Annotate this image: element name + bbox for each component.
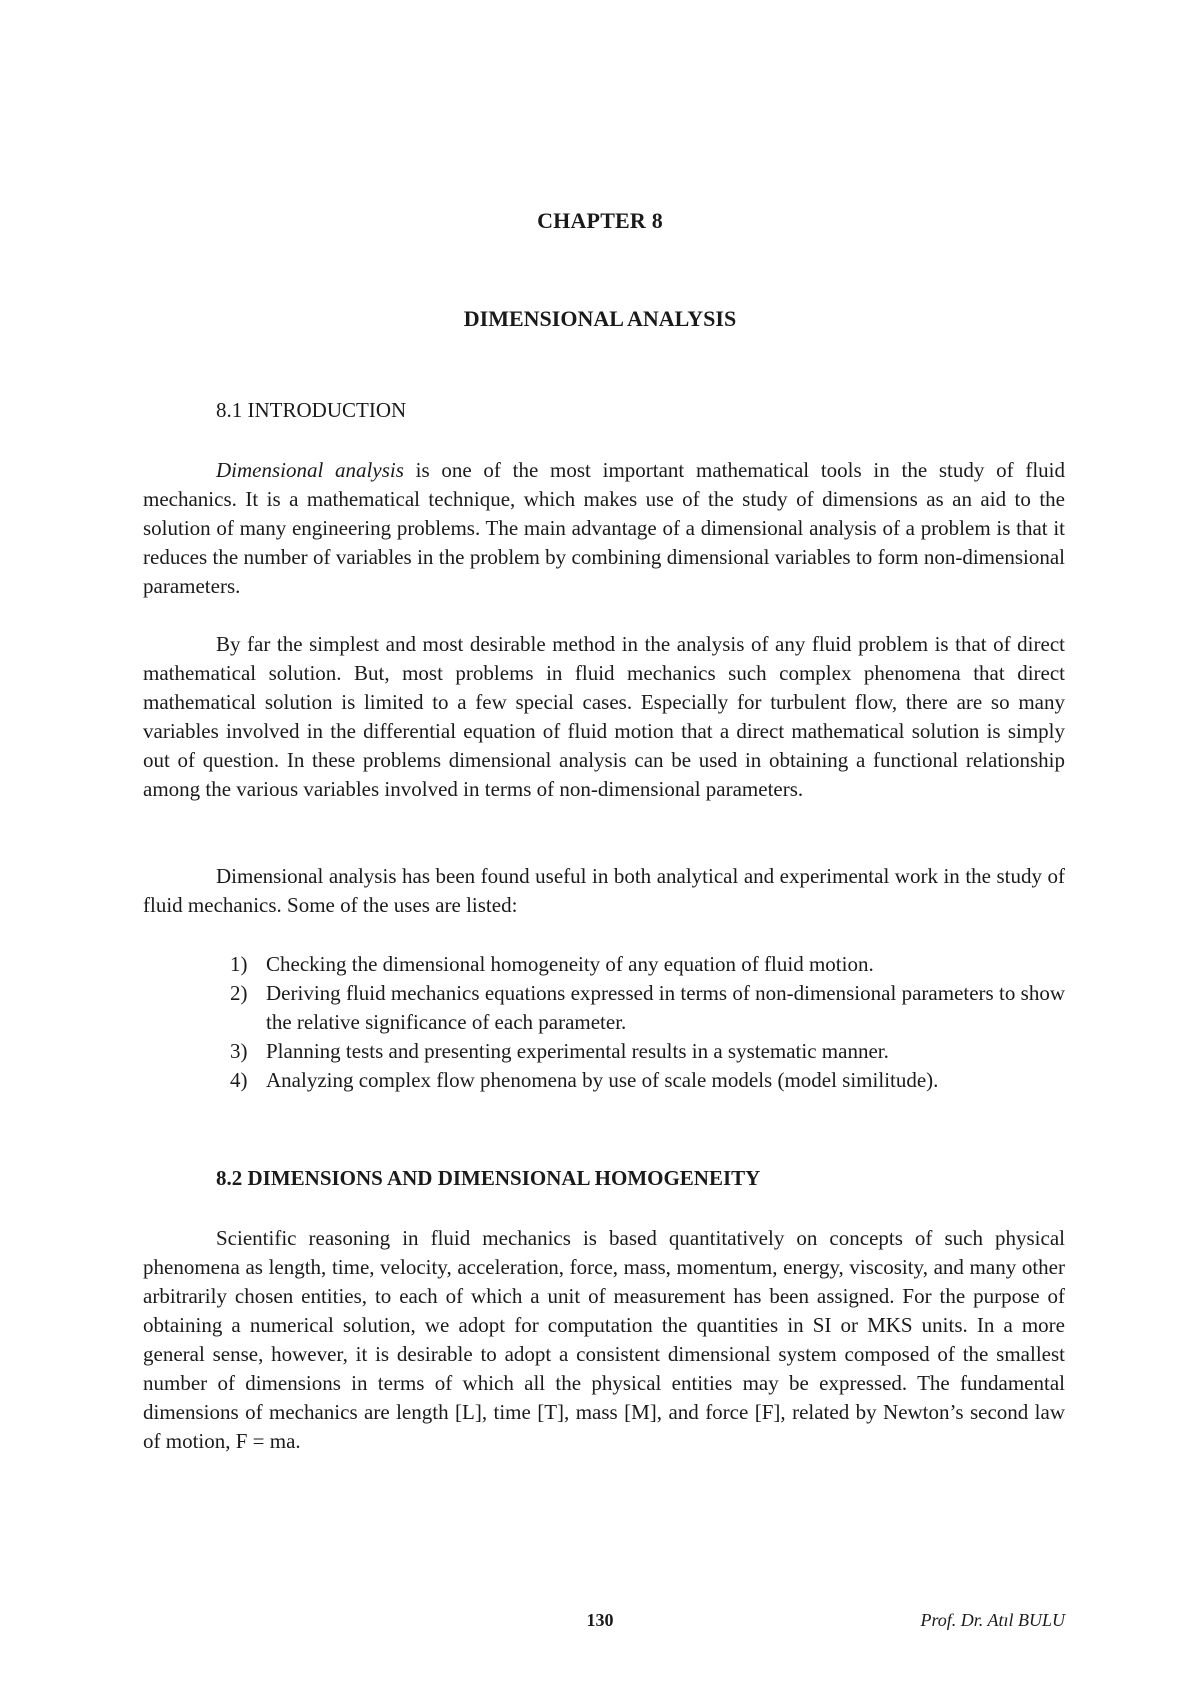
list-item <box>230 1066 1065 1095</box>
section-heading-introduction: 8.1 INTRODUCTION <box>216 398 407 422</box>
list-number: 1) <box>230 952 248 976</box>
paragraph: Scientific reasoning in fluid mechanics is based quantitatively on concepts of such physical phenomena as length, time, velocity, acceleration, force, mass, momentum, energy, viscosity, and many other arbitrarily chosen entities, to each of which a unit of measurement has been assigned. For the purpose of obtaining a numerical solution, we adopt for computation the quantities in SI or MKS units. In a more general sense, however, it is desirable to adopt a consistent dimensional system composed of the smallest number of dimensions in terms of which all the physical entities may be expressed. The fundamental dimensions of mechanics are length [L], time [T], mass [M], and force [F], related by Newton’s second law of motion, F = ma. <box>143 1226 1065 1453</box>
list-number: 4) <box>230 1068 248 1092</box>
list-number: 3) <box>230 1039 248 1063</box>
chapter-subtitle: DIMENSIONAL ANALYSIS <box>463 306 737 331</box>
author-name: Prof. Dr. Atıl BULU <box>920 1610 1065 1630</box>
introduction-paragraph-2 <box>143 630 1065 804</box>
paragraph: Dimensional analysis has been found useful in both analytical and experimental work in the study of fluid mechanics. Some of the uses are listed: <box>143 864 1065 917</box>
chapter-title: CHAPTER 8 <box>537 208 663 233</box>
list-item <box>230 950 1065 979</box>
uses-list <box>230 950 1065 1095</box>
section-heading-dimensions: 8.2 DIMENSIONS AND DIMENSIONAL HOMOGENEITY <box>216 1166 761 1190</box>
introduction-paragraph-3 <box>143 862 1065 920</box>
list-text: Analyzing complex flow phenomena by use of scale models (model similitude). <box>266 1068 939 1092</box>
list-item <box>230 1037 1065 1066</box>
paragraph: By far the simplest and most desirable method in the analysis of any fluid problem is that of direct mathematical solution. But, most problems in fluid mechanics such complex phenomena that direct mathematical solution is limited to a few special cases. Especially for turbulent flow, there are so many variables involved in the differential equation of fluid motion that a direct mathematical solution is simply out of question. In these problems dimensional analysis can be used in obtaining a functional relationship among the various variables involved in terms of non-dimensional parameters. <box>143 632 1065 801</box>
list-item <box>230 979 1065 1037</box>
list-number: 2) <box>230 981 248 1005</box>
page-number: 130 <box>586 1610 614 1630</box>
introduction-paragraph-1 <box>143 456 1065 601</box>
list-text: Checking the dimensional homogeneity of any equation of fluid motion. <box>266 952 874 976</box>
list-text: Deriving fluid mechanics equations expressed in terms of non-dimensional parameters to show the relative significance of each parameter. <box>266 981 1065 1034</box>
emphasis-term: Dimensional analysis <box>216 458 404 482</box>
paragraph <box>143 456 1065 601</box>
dimensions-paragraph-1 <box>143 1224 1065 1456</box>
list-text: Planning tests and presenting experimental results in a systematic manner. <box>266 1039 889 1063</box>
paragraph-text: is one of the most important mathematical tools in the study of fluid mechanics. It is a mathematical technique, which makes use of the study of dimensions as an aid to the solution of many engineering problems. The main advantage of a dimensional analysis of a problem is that it reduces the number of variables in the problem by combining dimensional variables to form non-dimensional parameters. <box>143 458 1065 598</box>
